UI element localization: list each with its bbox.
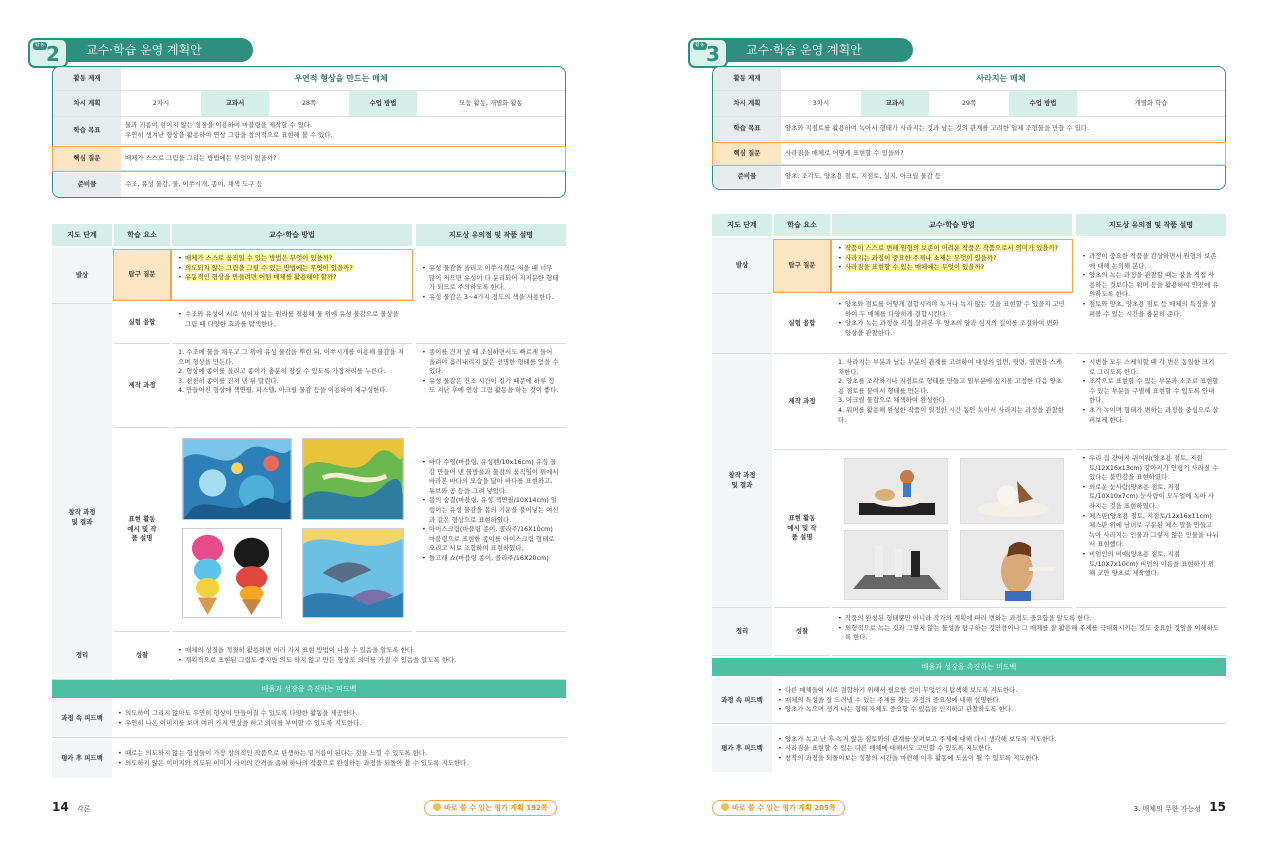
intro-notes: [1076, 238, 1226, 354]
note-item: • 조각으로 표현할 수 있는 부분과 소조로 표현할 수 있는 부분을 구별해 표현할 수 있도록 안내한다.: [1082, 377, 1220, 406]
stage-intro-cont: [712, 294, 772, 354]
element-lab: 실험 융합: [114, 302, 170, 344]
reflection-item: • 계획적으로 표현된 그림도 좋지만 의도 하지 않고 만든 형상도 의미를 가질 수 있음을 알도록 한다.: [178, 656, 560, 666]
step: 1. 사라지는 부분과 남는 부분의 관계를 고려하여 대상의 앞면, 뒷면, 옆면을 스케치한다.: [838, 358, 1062, 376]
lab-text: [172, 302, 412, 344]
production-steps: [172, 344, 412, 428]
element-inquiry: 탐구 질문: [114, 250, 170, 300]
feedback-eval-row: [52, 740, 566, 778]
feedback-item: • 양초가 녹으며 생겨 나는 형태 자체도 중요할 수 있음을 인지하고 관찰하도록 한다.: [778, 705, 1220, 715]
materials-label: 준비물: [53, 173, 121, 197]
reflection-text: [832, 608, 1226, 656]
right-page: [695, 0, 1272, 842]
th-element: 학습 요소: [774, 214, 830, 236]
note-item: • 봄의 숨결(마블링, 유성 색연필/10X14cm) 일렁이는 유성 물감을 봄의 기운을 불어넣는 여신과 같은 형상으로 표현하였다.: [422, 496, 560, 525]
production-notes: [1076, 354, 1226, 450]
key-question: 사라짐을 매체로 어떻게 표현할 수 있을까?: [785, 148, 904, 157]
step: 3. 아크릴 물감으로 채색하여 완성한다.: [838, 396, 947, 405]
artwork-pinocchio: [960, 530, 1064, 600]
th-method: 교수·학습 방법: [832, 214, 1072, 236]
textbook-label: 교과서: [861, 91, 929, 116]
step: 2. 양초를 조각하거나 지점토로 형태를 만들고 일부분에 심지를 고정한 다음 양초용 점토를 붙여서 형태를 만든다.: [838, 377, 1062, 395]
feedback-item: • 창작의 과정을 되돌아보는 성찰의 시간을 마련해 이후 활동에 도움이 될 수 있도록 지도한다.: [778, 754, 1220, 764]
artwork-snowman: [960, 458, 1064, 524]
goal-label: 학습 목표: [713, 117, 781, 140]
plan-label: 차시 계획: [53, 91, 121, 116]
artwork-ice-cream: [182, 528, 282, 618]
reflection-item: • 작품의 완성된 형태뿐만 아니라 작가의 계획에 따라 변하는 과정도 중요함을 알도록 한다.: [838, 614, 1220, 624]
note-item: • 체스판(양초용 점토, 지점토/12x16x11cm) 체스판 위에 남녀로 구분된 체스 말을 만들고 녹아 사라지는 인물과 그렇지 않은 인물을 나눠서 표현했다.: [1082, 512, 1220, 550]
feedback-item: • 양초가 녹고 난 후 녹지 않은 점토와의 관계를 살펴보고 주제에 대해 다시 생각해 보도록 지도한다.: [778, 735, 1220, 745]
eval-plan-link[interactable]: 바로 쓸 수 있는 평가 계획 192쪽: [424, 800, 557, 816]
lesson-table: [712, 214, 1226, 794]
header-title: 교수·학습 운영 계획안: [58, 38, 253, 62]
note-item: • 아이스크림(마블링 종이, 콜라주/16X10cm) 마블링으로 표현한 종이를 아이스크림 형태로 오리고 서로 조합하여 표현하였다.: [422, 525, 560, 554]
inquiry-item: • 사라짐을 표현할 수 있는 매체에는 무엇이 있을까?: [838, 263, 1066, 273]
step: 3. 천천히 종이를 건져 낸 뒤 말린다.: [178, 376, 279, 385]
page-footer: [1134, 798, 1226, 816]
feedback-process-label: 과정 속 피드백: [52, 700, 112, 737]
page-footer: [52, 798, 90, 816]
feedback-item: • 때로는 의도하지 않는 형상들이 가장 창의적인 작품으로 탄생하는 밑거름이 된다는 것을 느낄 수 있도록 한다.: [118, 749, 560, 759]
feedback-eval-text: [778, 726, 1220, 772]
element-lab: 실험 융합: [774, 294, 830, 354]
note-item: • 외로운 눈사람(양초용 점토, 지점토/10X10x7cm) 눈사람이 모두얼에 녹아 사라지는 것을 표현하였다.: [1082, 483, 1220, 512]
key-question-label: 핵심 질문: [53, 147, 121, 170]
example-notes: [1076, 450, 1226, 608]
goal-text: 양초와 지점토를 활용하여 녹아서 형태가 사라지는 것과 남는 것의 관계를 고려한 입체 조형물을 만들 수 있다.: [785, 123, 1090, 132]
feedback-eval-label: 평가 후 피드백: [52, 740, 112, 778]
intro-notes: [416, 248, 566, 344]
lab-text: [832, 294, 1072, 354]
star-icon: [721, 803, 729, 811]
materials: 수조, 유성 물감, 물, 이쑤시개, 종이, 채색 도구 등: [125, 180, 263, 189]
th-element: 학습 요소: [114, 224, 170, 246]
textbook-pages: 28쪽: [301, 98, 317, 107]
stage-summary: 정리: [52, 632, 112, 680]
step: 4. 워머를 활용해 완성한 작품이 일정한 시간 동안 녹아서 사라지는 과정을 관찰한다.: [838, 406, 1064, 424]
method-value: 모둠 활동, 개별화 활동: [459, 98, 523, 107]
feedback-process-label: 과정 속 피드백: [712, 678, 772, 723]
element-reflection: 성찰: [114, 632, 170, 680]
inquiry-item: • 매체가 스스로 움직일 수 있는 방법은 무엇이 있을까?: [178, 254, 406, 264]
stage-intro: 발상: [52, 248, 112, 304]
feedback-process-text: [118, 700, 560, 737]
feedback-bar: 배움과 성장을 촉진하는 피드백: [52, 680, 566, 698]
activity-badge: [28, 38, 68, 68]
inquiry-item: • 사라지는 과정이 중요한 주제나 소재는 무엇이 있을까?: [838, 254, 1066, 264]
badge-number: 2: [46, 42, 60, 66]
note-item: • 바다 수영(마블링, 유성펜/10x16cm) 유성 물감 만들어 낸 물방울과 물감의 움직임이 위에서 바라본 바다의 모습을 닮아 바다를 표현하고, 튜브와 공 등을 그려 넣었다.: [422, 458, 560, 496]
artwork-chess: [844, 530, 948, 600]
element-production: 제작 과정: [774, 354, 830, 450]
feedback-item: • 매체의 특성을 잘 드러낼 수 있는 주제를 찾는 과정의 중요성에 대해 설명한다.: [778, 696, 1220, 706]
feedback-eval-text: [118, 740, 560, 778]
goal-row: [53, 117, 565, 145]
section-header: [35, 32, 252, 66]
note-item: • 돌고래 쇼(마블링 종이, 콜라주/16X20cm): [422, 554, 560, 564]
page-number: 15: [1209, 800, 1226, 814]
step: 1. 수조에 물을 채우고 그 위에 유성 물감을 뿌린 뒤, 이쑤시개를 이용해 물감을 저으며 형상을 만든다.: [178, 348, 404, 366]
lab-item: • 양초가 녹는 과정을 직접 살펴본 후 양초의 양과 심지의 길이를 조절하여 변화 양상을 관찰한다.: [838, 319, 1066, 338]
section-header: [695, 32, 912, 66]
step: 4. 만들어진 형상에 색연필, 파스텔, 아크릴 물감 등을 이용하여 재구성한다.: [178, 386, 388, 395]
element-reflection: 성찰: [774, 608, 830, 656]
method-label: 수업 방법: [349, 91, 417, 116]
inquiry-item: • 작품이 스스로 변해 원형의 보존이 어려운 작품은 작품으로서 의미가 있을까?: [838, 244, 1066, 254]
activity-label: 활동 제재: [713, 67, 781, 90]
star-icon: [433, 803, 441, 811]
footer-label: 각론: [76, 805, 91, 813]
step: 2. 형상에 종이를 올리고 종이가 충분히 잠길 수 있도록 가장자리를 누른다.: [178, 367, 386, 376]
goal-text: [125, 117, 557, 144]
artwork-dolphin-show: [302, 528, 404, 618]
element-examples: 표현 활동 예시 및 작품 설명: [114, 428, 170, 632]
left-page: [35, 0, 612, 842]
example-artworks: [172, 428, 412, 632]
method-value: 개별화 학습: [1134, 98, 1168, 107]
stage-summary: 정리: [712, 608, 772, 656]
artwork-dog: [844, 458, 948, 524]
feedback-eval-label: 평가 후 피드백: [712, 726, 772, 772]
header-title: 교수·학습 운영 계획안: [718, 38, 913, 62]
goal-label: 학습 목표: [53, 117, 121, 144]
inquiry-item: • 유동적인 형상을 만들려면 어떤 매체를 활용해야 할까?: [178, 273, 406, 283]
note-item: • 양초의 녹는 과정을 관찰할 때는 불을 직접 사용하는 것보다는 워머 등을 활용하여 안전에 유의하도록 한다.: [1082, 271, 1220, 300]
feedback-process-text: [778, 678, 1220, 723]
note-item: • 유성 물감은 3~4가지 정도의 색을 사용한다.: [422, 293, 560, 303]
lab-item: • 수조와 유성이 서로 섞이지 않는 원리를 적용해 물 위에 유성 물감으로 물상을 그림 때 다양한 효과를 탐색한다.: [178, 310, 406, 329]
note-item: • 우리 집 강아지 귀여워(양초용 점토, 지점토/12X16x13cm) 강아지가 연평기 사라질 수 있다는 불안감을 표현하였다.: [1082, 454, 1220, 483]
element-production: 제작 과정: [114, 344, 170, 428]
feedback-item: • 의도하지 않은 이미지와 의도된 이미지 사이의 간격을 좁혀 하나의 작품으로 완성하는 과정을 되돌아 볼 수 있도록 지도한다.: [118, 759, 560, 769]
activity-row: [53, 67, 565, 91]
textbook-pages: 29쪽: [961, 98, 977, 107]
plan-label: 차시 계획: [713, 91, 781, 116]
note-item: • 시변을 모두 스케치할 때 각 변은 동일한 크기로 그리도록 한다.: [1082, 358, 1220, 377]
goal-row: [713, 117, 1225, 141]
production-notes: [416, 344, 566, 428]
badge-number: 3: [706, 42, 720, 66]
artwork-spring-breath: [302, 438, 404, 520]
element-inquiry: 탐구 질문: [774, 240, 830, 292]
inquiry-questions: [172, 250, 412, 300]
activity-row: [713, 67, 1225, 91]
page-number: 14: [52, 800, 69, 814]
goal-line: 우연히 생겨난 형상을 활용하여 연상 그림을 창의적으로 표현해 볼 수 있다.: [125, 130, 333, 139]
production-steps: [832, 354, 1072, 450]
feedback-item: • 우연히 나온 이미지를 보며 여러 가지 연상을 하고 의미를 부여할 수 있도록 지도한다.: [118, 719, 560, 729]
key-question-label: 핵심 질문: [713, 143, 781, 164]
badge-label: 활동: [695, 42, 705, 48]
note-item: • 유성 물감은 건조 시간이 길기 때문에 하루 정도 지난 후에 연상 그림 활동을 하는 것이 좋다.: [422, 377, 560, 396]
textbook-label: 교과서: [201, 91, 269, 116]
example-notes: [416, 428, 566, 632]
materials-label: 준비물: [713, 166, 781, 188]
th-stage: 지도 단계: [52, 224, 112, 246]
artwork-sea-swim: [182, 438, 292, 520]
example-artworks: [832, 450, 1072, 608]
feedback-item: • 의도하여 그리지 않아도 우연히 형상이 만들어질 수 있도록 다양한 활동을 제공한다.: [118, 709, 560, 719]
activity-label: 활동 제재: [53, 67, 121, 90]
note-item: • 유성 물감을 올리고 이쑤시개로 저을 때 너무 많이 저으면 유성이 다 분리되어 지저분한 형태가 되므로 주의하도록 한다.: [422, 264, 560, 293]
method-label: 수업 방법: [1009, 91, 1077, 116]
plan-row: [713, 91, 1225, 117]
materials: 양초, 조각도, 양초용 점토, 지점토, 심지, 아크릴 물감 등: [785, 172, 942, 181]
materials-row: [713, 166, 1225, 188]
inquiry-questions: [832, 240, 1072, 292]
badge-label: 활동: [35, 42, 45, 48]
periods: 3차시: [812, 98, 830, 107]
feedback-bar: 배움과 성장을 촉진하는 피드백: [712, 658, 1226, 676]
note-item: • 초기 녹이며 형태가 변하는 과정을 중심으로 살펴보게 한다.: [1082, 406, 1220, 425]
note-item: • 과정이 중요한 작품을 감상하면서 원형의 보존에 대해 논의해 본다.: [1082, 252, 1220, 271]
stage-create: 창작 과정 및 결과: [52, 304, 112, 732]
inquiry-item: • 의도되지 않는 그림을 그릴 수 있는 방법에는 무엇이 있을까?: [178, 264, 406, 274]
footer-label: 3. 매체의 무한 가능성: [1133, 805, 1202, 813]
lesson-table: [52, 224, 566, 804]
goal-line: 물과 기름이 섞이지 않는 성질을 이용하여 마블링을 제작할 수 있다.: [125, 120, 312, 129]
key-question: 매체가 스스로 그림을 그리는 방법에는 무엇이 있을까?: [125, 153, 277, 162]
feedback-item: • 다른 매체들이 서로 결합하기 위해서 필요한 것이 무엇인지 탐색해 보도록 지도한다.: [778, 686, 1220, 696]
note-item: • 비엄인의 비애(양초용 점토, 지점토/10X7x10cm) 비엄의 이름을 표현하기 위해 코만 양초로 제작했다.: [1082, 550, 1220, 579]
note-item: • 종이를 건져 낼 때 조심하면서도 빠르게 들어 올려야 흘러내리지 않은 선명한 형태를 얻을 수 있다.: [422, 348, 560, 377]
stage-intro: 발상: [712, 238, 772, 294]
key-question-row: [713, 143, 1225, 165]
eval-plan-link[interactable]: 바로 쓸 수 있는 평가 계획 205쪽: [712, 800, 845, 816]
th-method: 교수·학습 방법: [172, 224, 412, 246]
element-examples: 표현 활동 예시 및 작품 설명: [774, 450, 830, 608]
reflection-text: [172, 632, 566, 680]
materials-row: [53, 173, 565, 197]
th-notes: 지도상 유의점 및 작품 설명: [416, 224, 566, 246]
feedback-eval-row: [712, 726, 1226, 772]
reflection-item: • 외형적으로 녹는 것과 그렇지 않는 물성을 탐구하는 것만큼이나 그 매체를 잘 활용해 주제를 극대화시키는 것도 중요한 것임을 이해하도록 한다.: [838, 624, 1220, 643]
stage-create: 창작 과정 및 결과: [712, 354, 772, 608]
th-notes: 지도상 유의점 및 작품 설명: [1076, 214, 1226, 236]
info-table: [52, 66, 566, 198]
periods: 2차시: [152, 98, 170, 107]
plan-row: [53, 91, 565, 117]
feedback-process-row: [712, 678, 1226, 724]
feedback-item: • 사라짐을 표현할 수 있는 다른 매체에 대해서도 고민할 수 있도록 지도한다.: [778, 744, 1220, 754]
activity-title: 우연적 형상을 만드는 매체: [294, 73, 388, 83]
info-table: [712, 66, 1226, 190]
reflection-item: • 매체의 성질을 적절히 활용하면 여러 가지 표현 방법이 나올 수 있음을 알도록 한다.: [178, 646, 560, 656]
key-question-row: [53, 147, 565, 171]
th-stage: 지도 단계: [712, 214, 772, 236]
note-item: • 점토와 양초, 양초용 점토 등 매체의 특징을 살펴볼 수 있는 시간을 충분히 준다.: [1082, 300, 1220, 319]
feedback-process-row: [52, 700, 566, 738]
lab-item: • 양초와 점토를 어떻게 결합시켜야 녹거나 녹지 않는 것을 표현할 수 있을지 고민하여 두 매체를 다양하게 결합시킨다.: [838, 300, 1066, 319]
activity-title: 사라지는 매체: [976, 73, 1026, 83]
activity-badge: [688, 38, 728, 68]
